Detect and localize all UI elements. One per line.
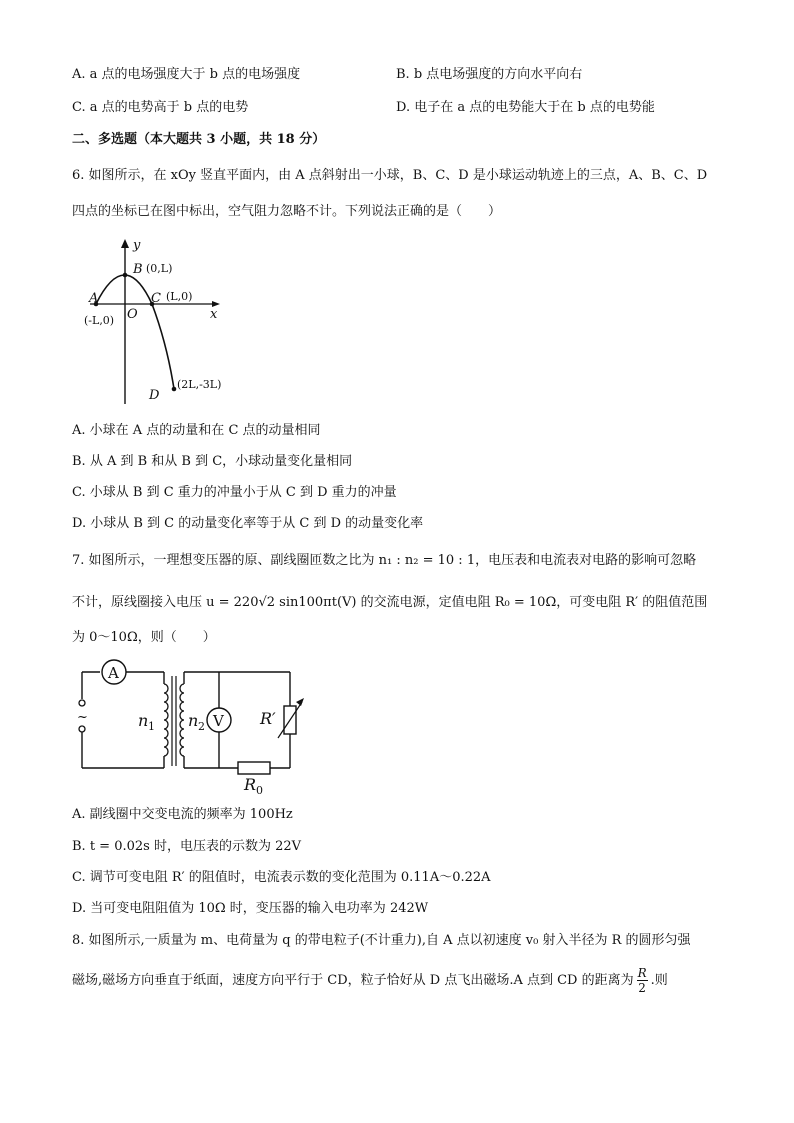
point-a-coord: (-L,0) [84, 314, 115, 327]
point-d-coord: (2L,-3L) [177, 378, 222, 391]
q8-stem-line2: 磁场,磁场方向垂直于纸面，速度方向平行于 CD，粒子恰好从 D 点飞出磁场.A 点到 CD 的距离为 [72, 972, 634, 988]
section-heading: 二、多选题（本大题共 3 小题，共 18 分） [72, 132, 326, 147]
q7-stem-line2: 不计，原线圈接入电压 u = 220√2 sin100πt(V) 的交流电源，定值电阻 R₀ = 10Ω，可变电阻 R′ 的阻值范围 [72, 595, 708, 610]
q8-stem-line1: 8. 如图所示,一质量为 m、电荷量为 q 的带电粒子(不计重力),自 A 点以初速度 v₀ 射入半径为 R 的圆形匀强 [72, 933, 691, 948]
q6-trajectory-figure [78, 236, 238, 408]
q7-option-b: B. t = 0.02s 时，电压表的示数为 22V [72, 839, 302, 854]
point-c-coord: (L,0) [166, 290, 193, 303]
point-a-label: A [89, 291, 99, 306]
q6-stem-line2: 四点的坐标已在图中标出，空气阻力忽略不计。下列说法正确的是（ ） [72, 204, 502, 219]
r-var-label: R′ [260, 709, 276, 728]
q7-stem-line3: 为 0～10Ω，则（ ） [72, 630, 216, 645]
fixed-resistor-icon [238, 762, 270, 774]
q7-option-a: A. 副线圈中交变电流的频率为 100Hz [72, 807, 293, 822]
ammeter-label: A [108, 664, 119, 682]
q7-stem-line1: 7. 如图所示，一理想变压器的原、副线圈匝数之比为 n₁ : n₂ = 10 : 1，电压表和电流表对电路的影响可忽略 [72, 553, 697, 568]
q6-option-a: A. 小球在 A 点的动量和在 C 点的动量相同 [72, 423, 321, 438]
primary-coil-icon [164, 684, 168, 756]
variable-resistor-arrowhead [296, 698, 304, 706]
r0-subscript: 0 [256, 784, 263, 796]
y-axis-label: y [133, 238, 141, 253]
q7-option-c: C. 调节可变电阻 R′ 的阻值时，电流表示数的变化范围为 0.11A～0.22A [72, 870, 491, 885]
q8-fraction [637, 966, 648, 995]
n2-label: n [188, 711, 199, 730]
q6-option-b: B. 从 A 到 B 和从 B 到 C，小球动量变化量相同 [72, 454, 353, 469]
point-d-label: D [149, 388, 160, 403]
q8-stem-line2-wrap [72, 966, 668, 995]
n1-label: n [138, 711, 149, 730]
point-d [172, 387, 177, 392]
q8-fraction-numerator: R [637, 966, 647, 980]
q6-stem-line1: 6. 如图所示，在 xOy 竖直平面内，由 A 点斜射出一小球，B、C、D 是小球运动轨迹上的三点，A、B、C、D [72, 168, 708, 183]
source-terminal-bottom [79, 726, 85, 732]
x-axis-label: x [210, 307, 218, 322]
point-c-label: C [151, 291, 161, 306]
q8-fraction-denominator: 2 [638, 981, 646, 995]
q8-stem-tail: .则 [650, 972, 668, 988]
n2-subscript: 2 [198, 720, 205, 733]
secondary-coil-icon [180, 684, 184, 756]
ac-source-symbol: ~ [77, 710, 88, 725]
n1-subscript: 1 [148, 720, 155, 733]
q5-option-b: B. b 点电场强度的方向水平向右 [396, 67, 583, 82]
trajectory-curve [96, 275, 174, 389]
q5-option-d: D. 电子在 a 点的电势能大于在 b 点的电势能 [396, 100, 655, 115]
point-b-label: B [133, 262, 143, 277]
point-b-coord: (0,L) [146, 262, 173, 275]
q5-option-c: C. a 点的电势高于 b 点的电势 [72, 100, 249, 115]
q6-option-d: D. 小球从 B 到 C 的动量变化率等于从 C 到 D 的动量变化率 [72, 516, 424, 531]
origin-label: O [127, 307, 138, 322]
point-b [123, 273, 128, 278]
r0-label: R [244, 775, 257, 794]
y-axis-arrow [121, 239, 129, 248]
q6-option-c: C. 小球从 B 到 C 重力的冲量小于从 C 到 D 重力的冲量 [72, 485, 397, 500]
voltmeter-label: V [213, 712, 224, 730]
q7-transformer-circuit [72, 656, 312, 796]
q7-option-d: D. 当可变电阻阻值为 10Ω 时，变压器的输入电功率为 242W [72, 901, 429, 916]
q5-option-a: A. a 点的电场强度大于 b 点的电场强度 [72, 67, 301, 82]
source-terminal-top [79, 700, 85, 706]
